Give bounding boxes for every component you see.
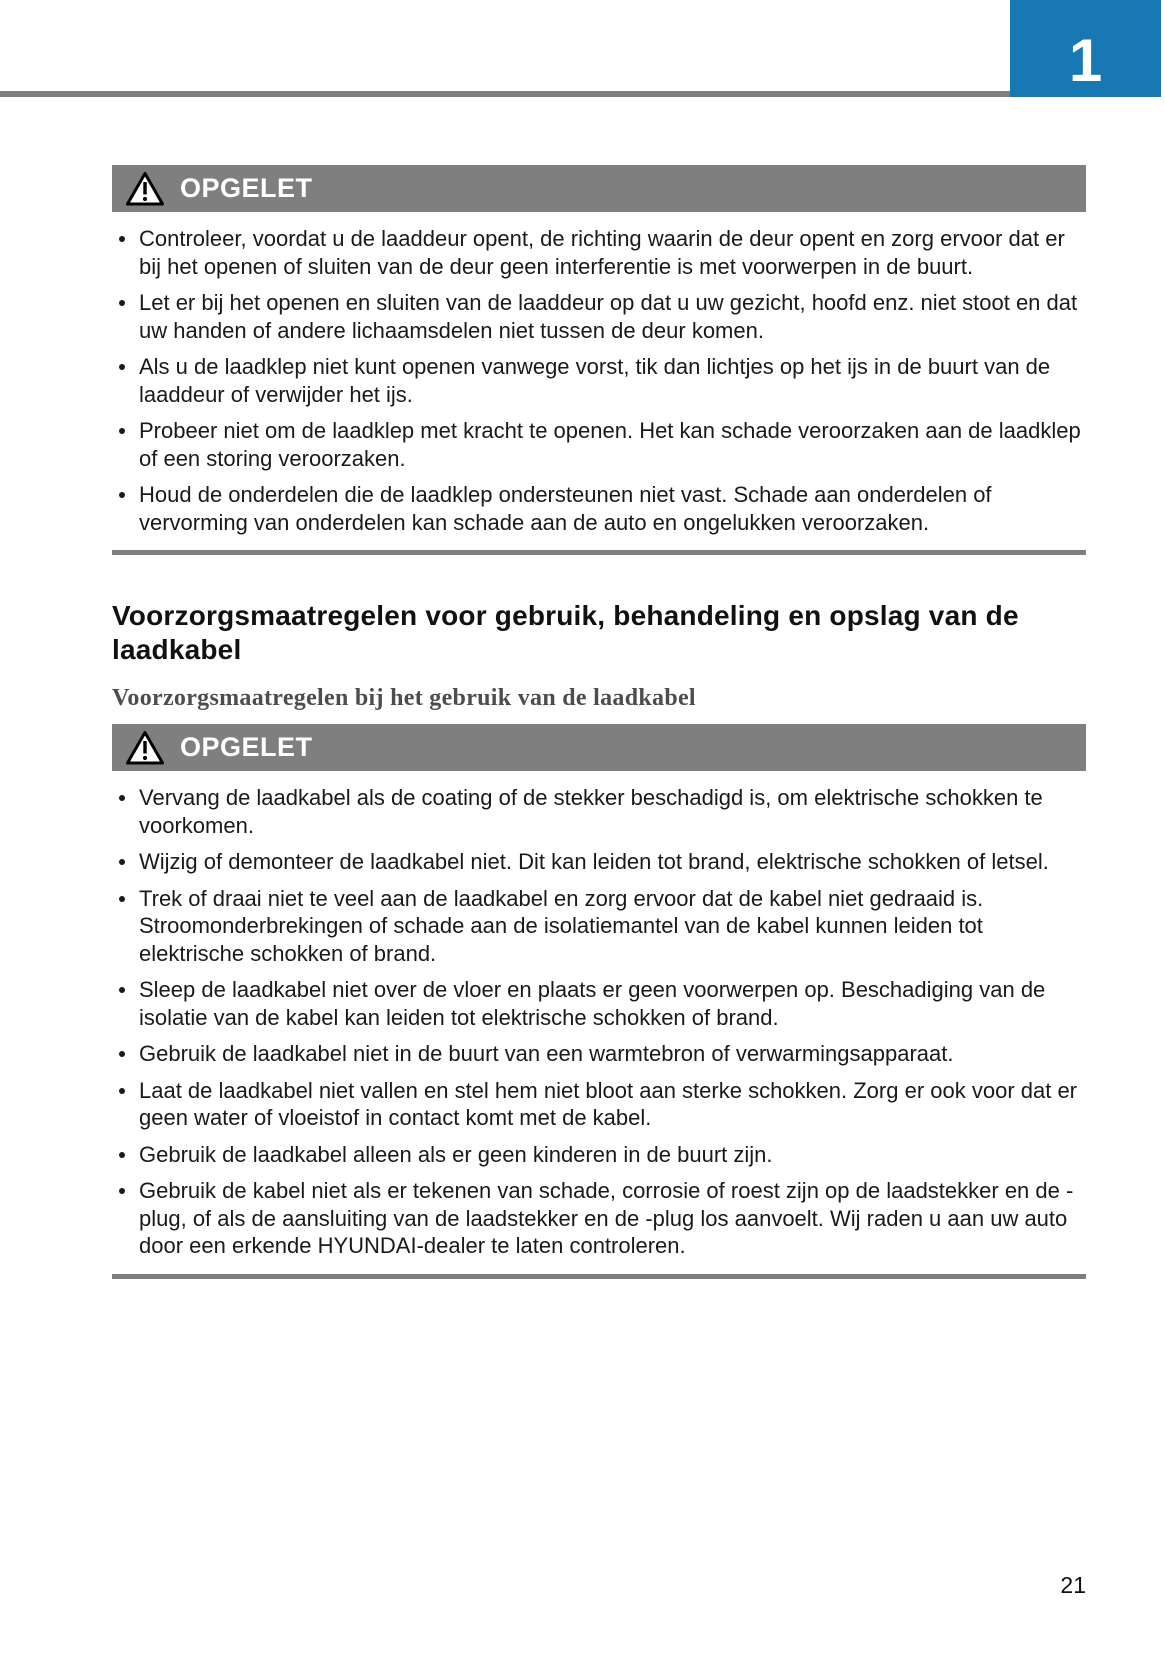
list-item: Gebruik de laadkabel alleen als er geen kinderen in de buurt zijn. (112, 1141, 1086, 1169)
warning-triangle-icon (125, 171, 165, 207)
list-item: Als u de laadklep niet kunt openen vanwege vorst, tik dan lichtjes op het ijs in de buurt van de laaddeur of verwijder het ijs. (112, 353, 1086, 408)
list-item: Let er bij het openen en sluiten van de laaddeur op dat u uw gezicht, hoofd enz. niet stoot en dat uw handen of andere lichaamsdelen niet tussen de deur komen. (112, 289, 1086, 344)
caution-list-2 (112, 784, 1086, 1260)
section-heading: Voorzorgsmaatregelen voor gebruik, behandeling en opslag van de laadkabel (112, 600, 1019, 665)
list-item: Probeer niet om de laadklep met kracht te openen. Het kan schade veroorzaken aan de laadklep of een storing veroorzaken. (112, 417, 1086, 472)
list-item: Houd de onderdelen die de laadklep ondersteunen niet vast. Schade aan onderdelen of vervorming van onderdelen kan schade aan de auto en ongelukken veroorzaken. (112, 481, 1086, 536)
chapter-tab (1010, 0, 1161, 97)
list-item: Trek of draai niet te veel aan de laadkabel en zorg ervoor dat de kabel niet gedraaid is. Stroomonderbrekingen of schade aan de isolatiemantel van de kabel kunnen leiden tot elektrische schokken of brand. (112, 885, 1086, 968)
list-item: Controleer, voordat u de laaddeur opent, de richting waarin de deur opent en zorg ervoor dat er bij het openen of sluiten van de deur geen interferentie is met voorwerpen in de buurt. (112, 225, 1086, 280)
list-item: Sleep de laadkabel niet over de vloer en plaats er geen voorwerpen op. Beschadiging van de isolatie van de kabel kan leiden tot elektrische schokken of brand. (112, 976, 1086, 1031)
warning-triangle-icon (125, 730, 165, 766)
list-item: Gebruik de kabel niet als er tekenen van schade, corrosie of roest zijn op de laadstekker en de -plug, of als de aansluiting van de laadstekker en de -plug los aanvoelt. Wij raden u aan uw auto door een erkende HYUNDAI-dealer te laten controleren. (112, 1177, 1086, 1260)
section-divider (112, 1274, 1086, 1279)
caution-label: OPGELET (180, 173, 313, 203)
section-subheading: Voorzorgsmaatregelen bij het gebruik van de laadkabel (112, 685, 696, 711)
caution-box-header (112, 165, 1086, 212)
caution-list-1 (112, 225, 1086, 536)
header-rule (0, 91, 1010, 97)
caution-label: OPGELET (180, 732, 313, 762)
section-divider (112, 550, 1086, 555)
list-item: Gebruik de laadkabel niet in de buurt van een warmtebron of verwarmingsapparaat. (112, 1040, 1086, 1068)
chapter-number: 1 (1068, 27, 1103, 94)
list-item: Wijzig of demonteer de laadkabel niet. Dit kan leiden tot brand, elektrische schokken of letsel. (112, 848, 1086, 876)
page-content (112, 165, 1086, 1279)
list-item: Vervang de laadkabel als de coating of de stekker beschadigd is, om elektrische schokken te voorkomen. (112, 784, 1086, 839)
caution-box-header (112, 724, 1086, 771)
page-number: 21 (1060, 1572, 1086, 1598)
list-item: Laat de laadkabel niet vallen en stel hem niet bloot aan sterke schokken. Zorg er ook voor dat er geen water of vloeistof in contact komt met de kabel. (112, 1077, 1086, 1132)
